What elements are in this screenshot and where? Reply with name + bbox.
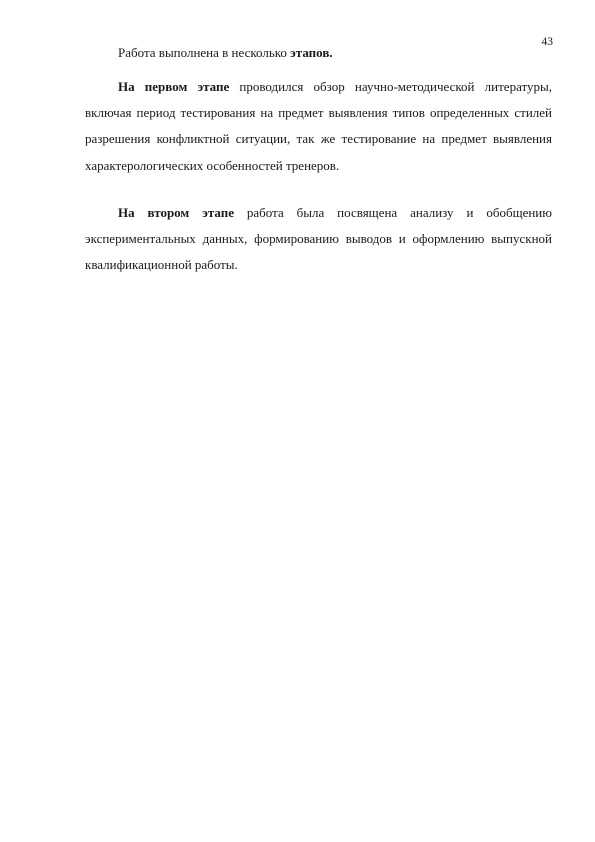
paragraph-second-stage <box>85 200 552 279</box>
paragraph-text: работа была посвящена анализу и обобщению экспериментальных данных, формированию выводов и оформлению выпускной квалификационной работы. <box>85 205 552 273</box>
paragraph-bold-term: На первом этапе <box>118 79 230 94</box>
paragraph-text: проводился обзор научно-методической литературы, включая период тестирования на предмет выявления типов определенных стилей разрешения конфликтной ситуации, так же тестирование на предмет выявления характерологических особенностей тренеров. <box>85 79 552 173</box>
page-number: 43 <box>541 36 553 48</box>
paragraph-bold-term: На втором этапе <box>118 205 234 220</box>
paragraph-first-stage <box>85 74 552 179</box>
paragraph-stages-intro <box>85 40 552 66</box>
paragraph-bold-term: этапов. <box>290 45 333 60</box>
paragraph-text: Работа выполнена в несколько <box>118 45 291 60</box>
